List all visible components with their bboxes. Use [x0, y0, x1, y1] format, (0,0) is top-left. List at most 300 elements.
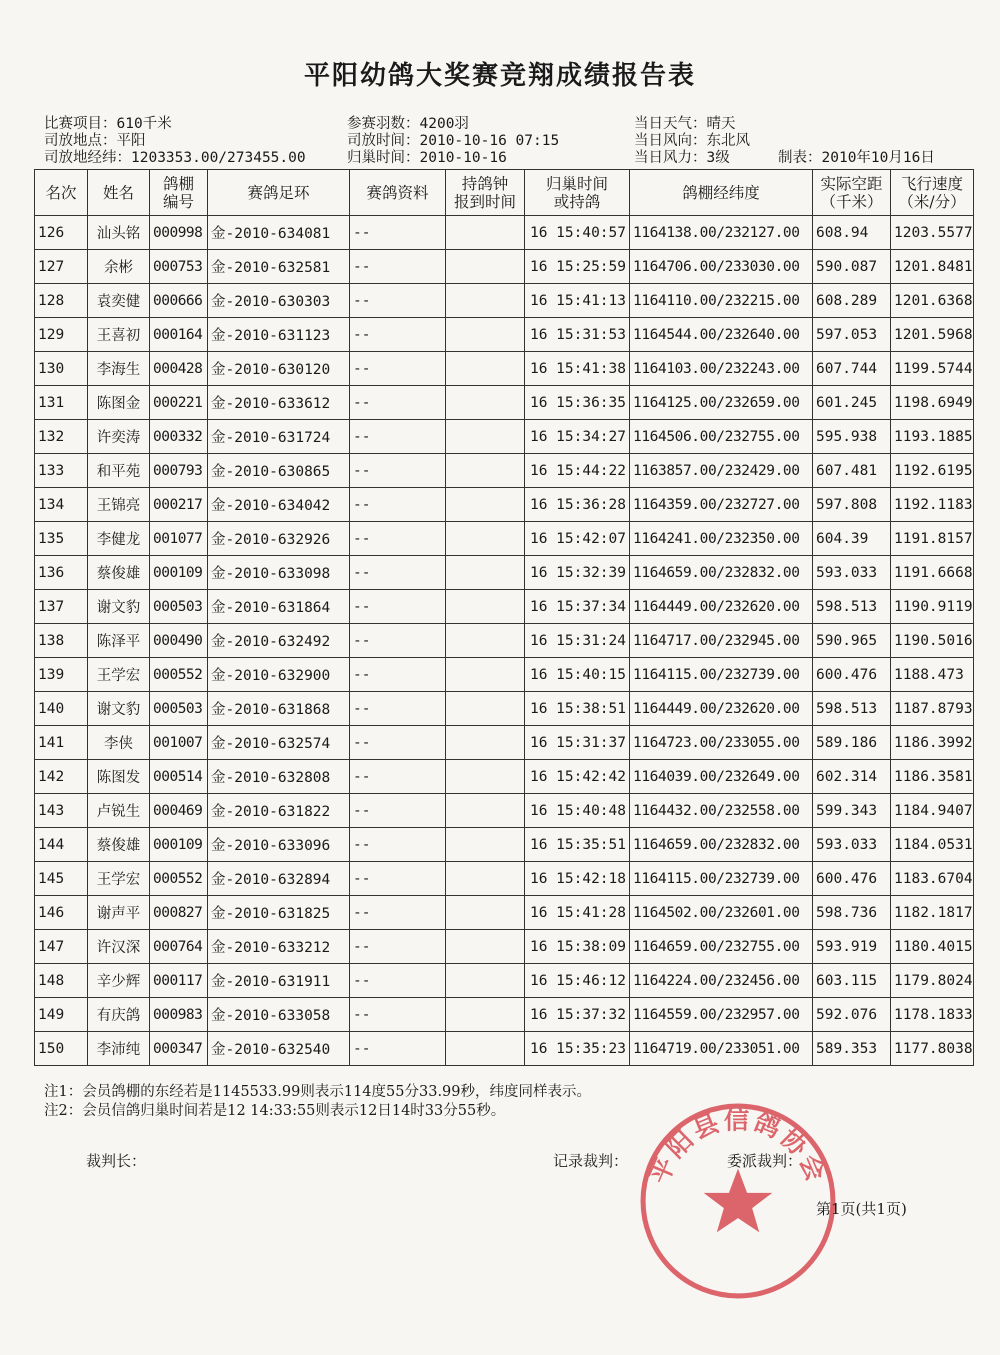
cell-info: -- [350, 488, 446, 522]
cell-speed: 1183.6704 [891, 862, 974, 896]
header-clock-line2: 报到时间 [453, 192, 516, 211]
cell-rank: 139 [35, 658, 88, 692]
star-icon [704, 1169, 773, 1233]
table-row [35, 488, 974, 522]
cell-name: 陈图金 [88, 386, 150, 420]
cell-info: -- [350, 896, 446, 930]
cell-coords: 1164723.00/233055.00 [630, 726, 813, 760]
cell-speed: 1188.473 [891, 658, 974, 692]
cell-speed: 1179.8024 [891, 964, 974, 998]
cell-name: 蔡俊雄 [88, 828, 150, 862]
cell-name: 卢锐生 [88, 794, 150, 828]
table-row [35, 1032, 974, 1066]
seal-text: 平阳县信鸽协会 [643, 1104, 833, 1188]
table-row [35, 930, 974, 964]
cell-coords: 1164039.00/232649.00 [630, 760, 813, 794]
cell-rank: 150 [35, 1032, 88, 1066]
cell-ring: 金-2010-634042 [208, 488, 350, 522]
cell-rank: 138 [35, 624, 88, 658]
header-speed [891, 170, 974, 216]
cell-loft-id: 001007 [150, 726, 208, 760]
cell-distance: 593.919 [813, 930, 891, 964]
cell-coords: 1164559.00/232957.00 [630, 998, 813, 1032]
meta-weather: 当日天气：晴天 [634, 116, 736, 132]
cell-loft-id: 000764 [150, 930, 208, 964]
cell-arrival-time: 16 15:42:42 [525, 760, 630, 794]
cell-name: 王学宏 [88, 658, 150, 692]
cell-rank: 149 [35, 998, 88, 1032]
cell-loft-id: 000983 [150, 998, 208, 1032]
cell-distance: 590.087 [813, 250, 891, 284]
cell-loft-id: 000793 [150, 454, 208, 488]
cell-loft-id: 000428 [150, 352, 208, 386]
cell-speed: 1182.1817 [891, 896, 974, 930]
cell-distance: 599.343 [813, 794, 891, 828]
table-row [35, 352, 974, 386]
cell-coords: 1164706.00/233030.00 [630, 250, 813, 284]
cell-arrival-time: 16 15:41:13 [525, 284, 630, 318]
cell-arrival-time: 16 15:34:27 [525, 420, 630, 454]
cell-info: -- [350, 998, 446, 1032]
cell-ring: 金-2010-631724 [208, 420, 350, 454]
table-row [35, 284, 974, 318]
cell-info: -- [350, 930, 446, 964]
cell-speed: 1190.5016 [891, 624, 974, 658]
report-title: 平阳幼鸽大奖赛竞翔成绩报告表 [303, 61, 696, 91]
cell-rank: 137 [35, 590, 88, 624]
cell-clock-time [446, 352, 525, 386]
table-row [35, 998, 974, 1032]
cell-speed: 1192.6195 [891, 454, 974, 488]
cell-coords: 1163857.00/232429.00 [630, 454, 813, 488]
cell-clock-time [446, 284, 525, 318]
cell-info: -- [350, 964, 446, 998]
record-judge-label: 记录裁判： [553, 1152, 629, 1170]
header-clock-time [446, 170, 525, 216]
cell-info: -- [350, 862, 446, 896]
cell-clock-time [446, 998, 525, 1032]
cell-rank: 127 [35, 250, 88, 284]
cell-clock-time [446, 760, 525, 794]
page-number: 第1页(共1页) [816, 1200, 907, 1218]
cell-loft-id: 001077 [150, 522, 208, 556]
cell-info: -- [350, 760, 446, 794]
cell-ring: 金-2010-632574 [208, 726, 350, 760]
cell-name: 王锦亮 [88, 488, 150, 522]
meta-release-time: 司放时间：2010-10-16 07:15 [347, 133, 560, 149]
header-loft-id-line1: 鸽棚 [162, 174, 194, 193]
cell-ring: 金-2010-632926 [208, 522, 350, 556]
cell-info: -- [350, 590, 446, 624]
cell-clock-time [446, 488, 525, 522]
cell-loft-id: 000221 [150, 386, 208, 420]
cell-ring: 金-2010-632894 [208, 862, 350, 896]
chief-judge-label: 裁判长： [86, 1152, 147, 1170]
cell-clock-time [446, 794, 525, 828]
cell-coords: 1164359.00/232727.00 [630, 488, 813, 522]
cell-ring: 金-2010-633098 [208, 556, 350, 590]
table-row [35, 454, 974, 488]
cell-distance: 602.314 [813, 760, 891, 794]
cell-clock-time [446, 658, 525, 692]
cell-rank: 147 [35, 930, 88, 964]
table-row [35, 828, 974, 862]
cell-rank: 142 [35, 760, 88, 794]
cell-loft-id: 000117 [150, 964, 208, 998]
cell-loft-id: 000332 [150, 420, 208, 454]
cell-arrival-time: 16 15:41:38 [525, 352, 630, 386]
header-ring: 赛鸽足环 [208, 170, 350, 216]
cell-arrival-time: 16 15:32:39 [525, 556, 630, 590]
cell-name: 谢声平 [88, 896, 150, 930]
cell-ring: 金-2010-630303 [208, 284, 350, 318]
cell-name: 李侠 [88, 726, 150, 760]
header-loft-id-line2: 编号 [162, 192, 194, 211]
header-distance-line2: （千米） [820, 192, 883, 211]
cell-clock-time [446, 930, 525, 964]
cell-loft-id: 000998 [150, 216, 208, 250]
cell-coords: 1164659.00/232755.00 [630, 930, 813, 964]
cell-speed: 1198.6949 [891, 386, 974, 420]
meta-entries: 参赛羽数：4200羽 [347, 116, 469, 132]
cell-coords: 1164449.00/232620.00 [630, 692, 813, 726]
cell-ring: 金-2010-630120 [208, 352, 350, 386]
cell-ring: 金-2010-631123 [208, 318, 350, 352]
cell-speed: 1191.6668 [891, 556, 974, 590]
cell-loft-id: 000490 [150, 624, 208, 658]
cell-info: -- [350, 352, 446, 386]
cell-coords: 1164103.00/232243.00 [630, 352, 813, 386]
cell-clock-time [446, 386, 525, 420]
cell-name: 汕头铭 [88, 216, 150, 250]
cell-speed: 1201.6368 [891, 284, 974, 318]
cell-rank: 128 [35, 284, 88, 318]
cell-arrival-time: 16 15:36:35 [525, 386, 630, 420]
cell-distance: 589.186 [813, 726, 891, 760]
cell-rank: 145 [35, 862, 88, 896]
cell-info: -- [350, 420, 446, 454]
assigned-judge-label: 委派裁判： [727, 1152, 803, 1170]
cell-info: -- [350, 624, 446, 658]
cell-name: 王喜初 [88, 318, 150, 352]
cell-clock-time [446, 556, 525, 590]
cell-loft-id: 000217 [150, 488, 208, 522]
header-name: 姓名 [88, 170, 150, 216]
cell-clock-time [446, 250, 525, 284]
cell-ring: 金-2010-632540 [208, 1032, 350, 1066]
cell-arrival-time: 16 15:40:48 [525, 794, 630, 828]
header-distance-line1: 实际空距 [820, 174, 883, 193]
cell-arrival-time: 16 15:40:15 [525, 658, 630, 692]
cell-distance: 600.476 [813, 658, 891, 692]
cell-clock-time [446, 624, 525, 658]
cell-clock-time [446, 692, 525, 726]
cell-distance: 590.965 [813, 624, 891, 658]
cell-name: 陈泽平 [88, 624, 150, 658]
cell-coords: 1164717.00/232945.00 [630, 624, 813, 658]
cell-loft-id: 000552 [150, 862, 208, 896]
cell-arrival-time: 16 15:35:23 [525, 1032, 630, 1066]
table-row [35, 658, 974, 692]
cell-loft-id: 000753 [150, 250, 208, 284]
cell-arrival-time: 16 15:37:34 [525, 590, 630, 624]
cell-loft-id: 000469 [150, 794, 208, 828]
cell-rank: 129 [35, 318, 88, 352]
cell-distance: 608.94 [813, 216, 891, 250]
cell-coords: 1164432.00/232558.00 [630, 794, 813, 828]
cell-name: 和平苑 [88, 454, 150, 488]
cell-info: -- [350, 318, 446, 352]
results-table [34, 169, 974, 1066]
cell-rank: 141 [35, 726, 88, 760]
cell-distance: 601.245 [813, 386, 891, 420]
table-row [35, 318, 974, 352]
cell-info: -- [350, 284, 446, 318]
cell-info: -- [350, 658, 446, 692]
cell-loft-id: 000164 [150, 318, 208, 352]
cell-coords: 1164110.00/232215.00 [630, 284, 813, 318]
cell-distance: 597.808 [813, 488, 891, 522]
cell-arrival-time: 16 15:38:51 [525, 692, 630, 726]
cell-arrival-time: 16 15:37:32 [525, 998, 630, 1032]
cell-rank: 126 [35, 216, 88, 250]
cell-info: -- [350, 522, 446, 556]
note-1: 注1：会员鸽棚的东经若是1145533.99则表示114度55分33.99秒，纬度同样表示。 [44, 1084, 591, 1100]
cell-arrival-time: 16 15:42:07 [525, 522, 630, 556]
cell-ring: 金-2010-632581 [208, 250, 350, 284]
table-row [35, 216, 974, 250]
cell-speed: 1184.0531 [891, 828, 974, 862]
cell-distance: 603.115 [813, 964, 891, 998]
cell-arrival-time: 16 15:35:51 [525, 828, 630, 862]
cell-distance: 593.033 [813, 556, 891, 590]
cell-distance: 598.513 [813, 590, 891, 624]
cell-ring: 金-2010-632900 [208, 658, 350, 692]
cell-info: -- [350, 1032, 446, 1066]
table-row [35, 794, 974, 828]
cell-speed: 1203.5577 [891, 216, 974, 250]
cell-name: 李沛纯 [88, 1032, 150, 1066]
cell-ring: 金-2010-631864 [208, 590, 350, 624]
cell-loft-id: 000666 [150, 284, 208, 318]
cell-rank: 135 [35, 522, 88, 556]
table-row [35, 250, 974, 284]
header-arrival [525, 170, 630, 216]
cell-speed: 1187.8793 [891, 692, 974, 726]
meta-wind-direction: 当日风向：东北风 [634, 133, 750, 149]
cell-name: 余彬 [88, 250, 150, 284]
cell-coords: 1164544.00/232640.00 [630, 318, 813, 352]
cell-clock-time [446, 420, 525, 454]
meta-race-item: 比赛项目：610千米 [44, 116, 172, 132]
cell-info: -- [350, 794, 446, 828]
cell-coords: 1164115.00/232739.00 [630, 862, 813, 896]
header-speed-line2: （米/分） [898, 192, 966, 211]
cell-name: 李健龙 [88, 522, 150, 556]
cell-rank: 148 [35, 964, 88, 998]
cell-info: -- [350, 828, 446, 862]
table-row [35, 590, 974, 624]
cell-speed: 1184.9407 [891, 794, 974, 828]
cell-clock-time [446, 964, 525, 998]
cell-speed: 1186.3992 [891, 726, 974, 760]
table-row [35, 862, 974, 896]
cell-speed: 1201.8481 [891, 250, 974, 284]
cell-rank: 132 [35, 420, 88, 454]
cell-ring: 金-2010-634081 [208, 216, 350, 250]
cell-rank: 130 [35, 352, 88, 386]
cell-coords: 1164224.00/232456.00 [630, 964, 813, 998]
cell-clock-time [446, 590, 525, 624]
cell-ring: 金-2010-632492 [208, 624, 350, 658]
cell-ring: 金-2010-632808 [208, 760, 350, 794]
cell-rank: 140 [35, 692, 88, 726]
cell-name: 辛少辉 [88, 964, 150, 998]
official-seal [637, 1100, 839, 1302]
cell-speed: 1180.4015 [891, 930, 974, 964]
cell-distance: 600.476 [813, 862, 891, 896]
table-row [35, 964, 974, 998]
cell-info: -- [350, 454, 446, 488]
cell-info: -- [350, 216, 446, 250]
cell-rank: 144 [35, 828, 88, 862]
cell-arrival-time: 16 15:38:09 [525, 930, 630, 964]
cell-name: 有庆鸽 [88, 998, 150, 1032]
cell-name: 袁奕健 [88, 284, 150, 318]
cell-arrival-time: 16 15:31:53 [525, 318, 630, 352]
cell-distance: 607.744 [813, 352, 891, 386]
cell-clock-time [446, 216, 525, 250]
cell-name: 蔡俊雄 [88, 556, 150, 590]
header-row [35, 170, 974, 216]
cell-ring: 金-2010-633612 [208, 386, 350, 420]
cell-ring: 金-2010-633058 [208, 998, 350, 1032]
cell-speed: 1190.9119 [891, 590, 974, 624]
cell-distance: 589.353 [813, 1032, 891, 1066]
cell-info: -- [350, 250, 446, 284]
cell-clock-time [446, 454, 525, 488]
cell-coords: 1164115.00/232739.00 [630, 658, 813, 692]
cell-name: 王学宏 [88, 862, 150, 896]
meta-release-coords: 司放地经纬：1203353.00/273455.00 [44, 150, 306, 166]
cell-loft-id: 000827 [150, 896, 208, 930]
cell-coords: 1164506.00/232755.00 [630, 420, 813, 454]
cell-clock-time [446, 862, 525, 896]
cell-arrival-time: 16 15:40:57 [525, 216, 630, 250]
meta-release-place: 司放地点：平阳 [44, 133, 146, 149]
cell-loft-id: 000514 [150, 760, 208, 794]
cell-name: 陈图发 [88, 760, 150, 794]
cell-arrival-time: 16 15:42:18 [525, 862, 630, 896]
meta-wind-force: 当日风力：3级 [634, 150, 730, 166]
header-arrival-line2: 或持鸽 [553, 192, 601, 211]
cell-distance: 607.481 [813, 454, 891, 488]
cell-ring: 金-2010-631822 [208, 794, 350, 828]
cell-clock-time [446, 726, 525, 760]
cell-rank: 131 [35, 386, 88, 420]
cell-distance: 604.39 [813, 522, 891, 556]
meta-return-time: 归巢时间：2010-10-16 [347, 150, 507, 166]
cell-speed: 1178.1833 [891, 998, 974, 1032]
cell-coords: 1164502.00/232601.00 [630, 896, 813, 930]
table-row [35, 726, 974, 760]
table-row [35, 896, 974, 930]
cell-info: -- [350, 692, 446, 726]
cell-speed: 1193.1885 [891, 420, 974, 454]
header-coords: 鸽棚经纬度 [630, 170, 813, 216]
cell-clock-time [446, 522, 525, 556]
table-row [35, 420, 974, 454]
cell-loft-id: 000109 [150, 556, 208, 590]
cell-distance: 598.513 [813, 692, 891, 726]
cell-distance: 593.033 [813, 828, 891, 862]
header-distance [813, 170, 891, 216]
header-speed-line1: 飞行速度 [900, 174, 963, 193]
header-info: 赛鸽资料 [350, 170, 446, 216]
cell-rank: 133 [35, 454, 88, 488]
cell-coords: 1164241.00/232350.00 [630, 522, 813, 556]
cell-coords: 1164659.00/232832.00 [630, 556, 813, 590]
cell-distance: 592.076 [813, 998, 891, 1032]
cell-loft-id: 000503 [150, 692, 208, 726]
header-rank: 名次 [35, 170, 88, 216]
cell-info: -- [350, 726, 446, 760]
note-2: 注2：会员信鸽归巢时间若是12 14:33:55则表示12日14时33分55秒。 [44, 1103, 506, 1119]
cell-distance: 597.053 [813, 318, 891, 352]
cell-speed: 1191.8157 [891, 522, 974, 556]
cell-speed: 1201.5968 [891, 318, 974, 352]
cell-arrival-time: 16 15:25:59 [525, 250, 630, 284]
cell-loft-id: 000347 [150, 1032, 208, 1066]
cell-clock-time [446, 828, 525, 862]
cell-coords: 1164719.00/233051.00 [630, 1032, 813, 1066]
header-arrival-line1: 归巢时间 [545, 174, 608, 193]
cell-name: 许汉深 [88, 930, 150, 964]
table-row [35, 692, 974, 726]
cell-ring: 金-2010-631825 [208, 896, 350, 930]
cell-info: -- [350, 386, 446, 420]
cell-ring: 金-2010-630865 [208, 454, 350, 488]
table-row [35, 386, 974, 420]
cell-arrival-time: 16 15:41:28 [525, 896, 630, 930]
cell-loft-id: 000503 [150, 590, 208, 624]
cell-arrival-time: 16 15:36:28 [525, 488, 630, 522]
cell-speed: 1199.5744 [891, 352, 974, 386]
cell-arrival-time: 16 15:31:37 [525, 726, 630, 760]
cell-distance: 595.938 [813, 420, 891, 454]
cell-ring: 金-2010-631911 [208, 964, 350, 998]
cell-clock-time [446, 318, 525, 352]
cell-arrival-time: 16 15:46:12 [525, 964, 630, 998]
cell-arrival-time: 16 15:31:24 [525, 624, 630, 658]
table-row [35, 556, 974, 590]
cell-distance: 598.736 [813, 896, 891, 930]
header-loft-id [150, 170, 208, 216]
cell-ring: 金-2010-633096 [208, 828, 350, 862]
cell-rank: 134 [35, 488, 88, 522]
cell-speed: 1177.8038 [891, 1032, 974, 1066]
cell-arrival-time: 16 15:44:22 [525, 454, 630, 488]
header-clock-line1: 持鸽钟 [461, 174, 509, 193]
cell-speed: 1186.3581 [891, 760, 974, 794]
cell-rank: 146 [35, 896, 88, 930]
table-row [35, 522, 974, 556]
cell-clock-time [446, 1032, 525, 1066]
cell-rank: 143 [35, 794, 88, 828]
table-row [35, 624, 974, 658]
cell-info: -- [350, 556, 446, 590]
cell-ring: 金-2010-631868 [208, 692, 350, 726]
